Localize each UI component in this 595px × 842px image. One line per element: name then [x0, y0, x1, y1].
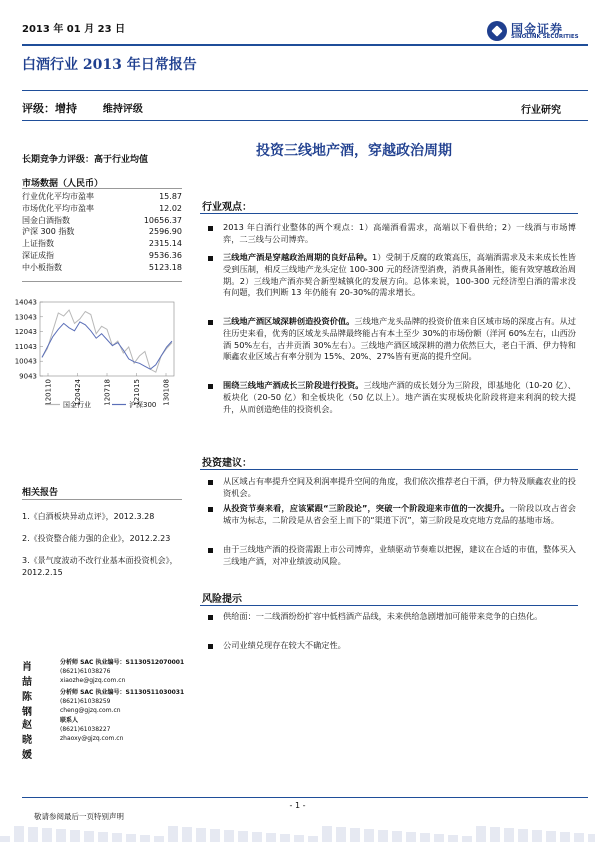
footer-rule — [22, 797, 588, 798]
footer-pattern-block — [154, 836, 164, 842]
analyst-role: 分析师 SAC 执业编号：S1130512070001 — [60, 659, 185, 666]
market-row: 市场优化平均市盈率 12.02 — [22, 203, 182, 213]
analyst-email[interactable]: zhaoxy@gjzq.com.cn — [60, 735, 124, 742]
footer-pattern-block — [518, 829, 528, 842]
y-tick-label: 10043 — [14, 357, 37, 366]
y-tick-label: 9043 — [19, 372, 37, 381]
footer-pattern-block — [574, 833, 584, 842]
x-tick-label: 120424 — [74, 379, 82, 406]
report-date: 2013 年 01 月 23 日 — [22, 24, 126, 35]
footer-pattern-block — [126, 834, 136, 842]
footer-pattern-block — [294, 835, 304, 842]
analyst-phone: (8621)61038276 — [60, 668, 111, 675]
title-rule — [22, 90, 588, 91]
footer-pattern-block — [546, 831, 556, 842]
footer-pattern-block — [336, 827, 346, 842]
logo-english: SINOLINK SECURITIES — [511, 34, 579, 40]
related-rule — [22, 499, 182, 500]
x-tick-label: 121015 — [133, 379, 141, 406]
analyst-name: 肖 喆 — [22, 662, 32, 688]
analyst-phone: (8621)61038259 — [60, 698, 111, 705]
footer-pattern-block — [112, 833, 122, 842]
footer-pattern-block — [280, 834, 290, 842]
footer-pattern-block — [504, 828, 514, 842]
bullet-icon — [208, 548, 213, 553]
y-tick-label: 12043 — [14, 328, 37, 337]
market-row: 国金白酒指数 10656.37 — [22, 215, 182, 225]
risk-rule — [200, 605, 578, 606]
x-tick-label: 130108 — [162, 379, 171, 406]
analyst-email[interactable]: xiaozhe@gjzq.com.cn — [60, 677, 126, 684]
footer-pattern-block — [14, 826, 24, 842]
header-rule — [22, 44, 588, 46]
footer-pattern-block — [84, 831, 94, 842]
bullet-icon — [208, 226, 213, 231]
bullet-icon — [208, 480, 213, 485]
viewpoint-item: 围绕三线地产酒成长三阶段进行投资。三线地产酒的成长划分为三阶段，即基地化（10-20 亿）、板块化（20-50 亿）和全板块化（50 亿以上）。地产酒在实现板块化阶段将迎来利润的较大提升，从而创造绝佳的投资机会。 — [208, 380, 576, 415]
analyst-role: 联系人 — [60, 717, 79, 724]
footer-pattern-block — [98, 832, 108, 842]
footer-pattern-block — [392, 831, 402, 842]
footer-pattern-block — [252, 832, 262, 842]
footer-pattern-block — [476, 826, 486, 842]
footer-pattern-block — [238, 831, 248, 842]
bullet-icon — [208, 320, 213, 325]
market-data-rule — [22, 188, 182, 189]
market-data-title: 市场数据（人民币） — [22, 179, 104, 189]
footer-pattern-block — [210, 829, 220, 842]
bullet-icon — [208, 256, 213, 261]
bullet-icon — [208, 384, 213, 389]
market-data-bottom-rule — [22, 281, 182, 282]
related-report[interactable]: 2.《投资整合能力强的企业》，2012.2.23 — [22, 534, 171, 543]
footer-pattern-block — [462, 836, 472, 842]
risk-title: 风险提示 — [202, 594, 242, 605]
logo-chinese: 国金证券 — [511, 22, 564, 36]
related-report[interactable]: 3.《景气度波动不改行业基本面投资机会》，2012.2.15 — [22, 556, 178, 577]
viewpoint-item: 三线地产酒是穿越政治周期的良好品种。1）受制于反腐的政策高压，高端酒需求及未来成长性皆受到压制，相反三线地产龙头定位 100-300 元的经济型消费，消费具备刚性，能有效穿越政治周期。2）三线地产酒亦契合新型城镇化的发展方向。总体来说，100-300 元经济型白酒的需求没有问题，我们判断 13 年仍能有 20-30%的需求增长。 — [208, 252, 576, 299]
related-reports-title: 相关报告 — [22, 488, 59, 498]
legend-label: 沪深300 — [129, 401, 157, 409]
index-chart — [8, 294, 188, 414]
viewpoint-item: 三线地产酒区域深耕创造投资价值。三线地产龙头品牌的投资价值来自区域市场的深度占有。从过往历史来看，优秀的区域龙头品牌最终能占有本土至少 30%的市场份额（洋河 60%左右，山西汾酒 50%左右，古井贡酒 30%左右）。三线地产酒区域深耕的潜力依然巨大，老白干酒、伊力特和顺鑫农业区域占有率分别为 15%、20%、27%皆有更高的提升空间。 — [208, 316, 576, 363]
risk-item: 公司业绩兑现存在较大不确定性。 — [208, 640, 576, 652]
footer-pattern-block — [28, 827, 38, 842]
y-tick-label: 11043 — [14, 342, 37, 351]
footer-pattern-block — [196, 828, 206, 842]
footer-pattern-block — [420, 833, 430, 842]
footer-pattern-block — [406, 832, 416, 842]
footer-pattern-block — [0, 836, 10, 842]
market-row: 行业优化平均市盈率 15.87 — [22, 192, 182, 201]
footer-pattern-block — [350, 828, 360, 842]
long-term-rating: 长期竞争力评级：高于行业均值 — [22, 155, 149, 165]
advice-rule — [200, 469, 578, 470]
footer-pattern-block — [322, 826, 332, 842]
rating-status: 维持评级 — [102, 104, 143, 115]
y-tick-label: 13043 — [14, 313, 37, 322]
footer-pattern-block — [532, 830, 542, 842]
market-row: 深证成指 9536.36 — [22, 250, 182, 260]
disclaimer[interactable]: 敬请参阅最后一页特别声明 — [34, 812, 124, 821]
risk-item: 供给面：一二线酒纷纷扩容中低档酒产品线，未来供给急剧增加可能带来竞争的白热化。 — [208, 611, 576, 623]
main-title: 投资三线地产酒，穿越政治周期 — [256, 143, 452, 159]
x-tick-label: 120110 — [44, 379, 53, 406]
footer-pattern-block — [588, 834, 595, 842]
related-reports — [22, 511, 188, 589]
footer-pattern-block — [364, 829, 374, 842]
company-logo — [487, 20, 587, 42]
viewpoints-title: 行业观点： — [202, 202, 252, 213]
footer-pattern — [0, 820, 595, 842]
viewpoint-item: 2013 年白酒行业整体的两个观点：1）高端酒看需求，高端以下看供给；2）一线酒与市场博弈，二三线与公司博弈。 — [208, 222, 576, 246]
y-tick-label: 14043 — [14, 298, 37, 307]
market-row: 沪深 300 指数 2596.90 — [22, 227, 182, 237]
report-title: 白酒行业 2013 年日常报告 — [22, 57, 197, 73]
market-row: 中小板指数 5123.18 — [22, 262, 182, 272]
footer-pattern-block — [378, 830, 388, 842]
bullet-icon — [208, 644, 213, 649]
footer-pattern-block — [70, 830, 80, 842]
report-category: 行业研究 — [521, 105, 561, 116]
advice-title: 投资建议： — [202, 458, 252, 469]
bullet-icon — [208, 507, 213, 512]
market-row: 上证指数 2315.14 — [22, 239, 182, 249]
series-line-industry — [42, 310, 172, 372]
legend-label: 国金行业 — [63, 401, 91, 409]
footer-pattern-block — [434, 834, 444, 842]
footer-pattern-block — [182, 827, 192, 842]
x-tick-label: 120718 — [103, 379, 112, 406]
footer-pattern-block — [448, 835, 458, 842]
advice-item: 从投资节奏来看，应该紧跟“三阶段论”，突破一个阶段迎来市值的一次提升。一阶段以攻占省会城市为标志，二阶段是从省会至上而下的“渠道下沉”，第三阶段是攻克地方竞品的基地市场。 — [208, 503, 576, 527]
advice-item: 由于三线地产酒的投资需跟上市公司博弈，业绩驱动节奏难以把握，建议在合适的市值，整体买入三线地产酒，对冲业绩波动风险。 — [208, 544, 576, 568]
rating-rule — [22, 120, 588, 121]
page-number: - 1 - — [289, 801, 306, 810]
footer-pattern-block — [266, 833, 276, 842]
analyst-name: 陈 钢 — [22, 692, 32, 718]
market-data-table — [22, 191, 182, 274]
analyst-name: 赵晓媛 — [22, 720, 32, 761]
rating-bar — [22, 100, 165, 116]
footer-pattern-block — [224, 830, 234, 842]
viewpoints-rule — [200, 213, 578, 214]
analyst-email[interactable]: cheng@gjzq.com.cn — [60, 707, 121, 714]
rating-label: 评级：增持 — [22, 102, 77, 115]
analyst-role: 分析师 SAC 执业编号：S1130511030031 — [60, 689, 185, 696]
footer-pattern-block — [490, 827, 500, 842]
footer-pattern-block — [168, 826, 178, 842]
analyst-phone: (8621)61038227 — [60, 726, 111, 733]
footer-pattern-block — [56, 829, 66, 842]
bullet-icon — [208, 615, 213, 620]
footer-pattern-block — [140, 835, 150, 842]
footer-pattern-block — [560, 832, 570, 842]
footer-pattern-block — [308, 836, 318, 842]
footer-pattern-block — [42, 828, 52, 842]
advice-item: 从区域占有率提升空间及利润率提升空间的角度，我们依次推荐老白干酒，伊力特及顺鑫农业的投资机会。 — [208, 476, 576, 500]
related-report[interactable]: 1.《白酒板块异动点评》，2012.3.28 — [22, 512, 155, 521]
logo-mark-icon — [487, 21, 507, 41]
